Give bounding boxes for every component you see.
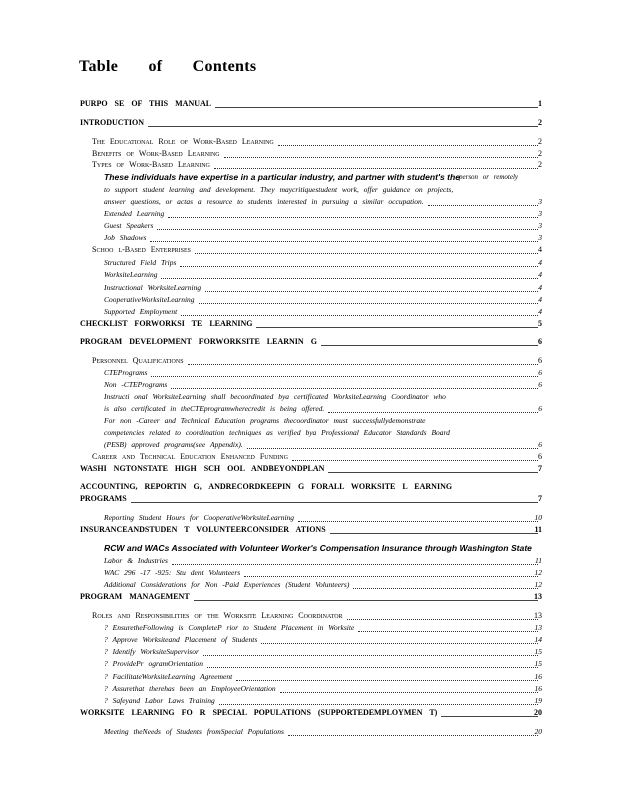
toc-dot-leader [347, 619, 538, 620]
toc-entry-page-number: 3 [538, 233, 542, 242]
toc-entry-label: WORKSITE LEARNING FO R SPECIAL POPULATIONS (SUPPORTEDEMPLOYMEN T) [80, 708, 438, 717]
toc-entry-label: ? Identify WorksiteSupervisor [104, 647, 199, 656]
toc-entry-page-number: 4 [538, 245, 542, 254]
toc-dot-leader [261, 643, 538, 644]
toc-entry[interactable] [0, 98, 618, 110]
toc-entry-page-number: 14 [534, 635, 542, 644]
toc-entry-label: The Educational Role of Work-Based Learning [92, 137, 274, 146]
toc-dot-leader [171, 388, 538, 389]
toc-dot-leader [353, 588, 538, 589]
toc-entry-page-number: 15 [534, 647, 542, 656]
toc-entry-label: INTRODUCTION [80, 118, 145, 127]
toc-dot-leader [203, 655, 538, 656]
toc-entry[interactable] [0, 427, 618, 439]
toc-entry[interactable] [0, 634, 618, 646]
toc-entry[interactable] [0, 171, 618, 183]
toc-entry-page-number: 6 [538, 368, 542, 377]
toc-entry-page-number: 4 [538, 295, 542, 304]
toc-entry-label: WAC 296 -17 -925: Stu dent Volunteers [104, 568, 241, 577]
toc-entry[interactable] [0, 493, 618, 505]
toc-entry-label: WASHI NGTONSTATE HIGH SCH OOL ANDBEYONDPLAN [80, 464, 325, 473]
toc-entry-label: Extended Learning [104, 209, 165, 218]
toc-dot-leader [172, 564, 538, 565]
toc-entry-label: ? ProvidePr ogramOrientation [104, 659, 204, 668]
toc-entry-label: ? EnsuretheFollowing is CompleteP rior to Student Placement in Worksite [104, 623, 355, 632]
toc-entry[interactable] [0, 622, 618, 634]
page-title: Table of Contents [79, 58, 257, 75]
toc-entry-page-number: 12 [534, 580, 542, 589]
toc-entry[interactable] [0, 658, 618, 670]
toc-dot-leader [328, 412, 538, 413]
toc-dot-leader [150, 241, 538, 242]
toc-entry[interactable] [0, 318, 618, 330]
toc-entry-page-number: 13 [534, 623, 542, 632]
toc-dot-leader [288, 735, 538, 736]
toc-entry[interactable] [0, 391, 618, 403]
toc-entry-page-number: 6 [538, 452, 542, 461]
toc-entry-page-number: 12 [534, 568, 542, 577]
toc-entry-page-number: 7 [538, 494, 542, 503]
toc-entry-label: ? Approve Worksiteand Placement of Students [104, 635, 258, 644]
toc-entry-label: answer questions, or actas a resource to students interested in pursuing a similar occupation. [104, 197, 424, 206]
toc-dot-leader [244, 576, 538, 577]
toc-entry-label: Roles and Responsibilities of the Worksite Learning Coordinator [92, 611, 343, 620]
toc-entry-page-number: 3 [538, 221, 542, 230]
toc-entry[interactable] [0, 403, 618, 415]
toc-entry[interactable] [0, 481, 618, 493]
toc-dot-leader [194, 600, 538, 601]
toc-dot-leader [188, 364, 538, 365]
toc-entry[interactable] [0, 220, 618, 232]
toc-entry-label: to support student learning and development. They maycritiquestudent work, offer guidance on projects, [104, 185, 454, 194]
toc-entry-label: For non -Career and Technical Education programs thecoordinator must successfullydemonstrate [104, 416, 426, 425]
toc-entry-page-number: 11 [535, 556, 542, 565]
toc-dot-leader [224, 157, 538, 158]
toc-entry-page-number: 13 [534, 592, 542, 601]
toc-entry-label: Types of Work-Based Learning [92, 160, 210, 169]
toc-entry-page-number: 2 [538, 149, 542, 158]
toc-entry-page-number: 4 [538, 283, 542, 292]
toc-entry[interactable] [0, 463, 618, 475]
toc-entry-label: Career and Technical Education Enhanced Funding [92, 452, 288, 461]
toc-entry-label: CHECKLIST FORWORKSI TE LEARNING [80, 319, 253, 328]
toc-entry-label: Meeting theNeeds of Students fromSpecial Populations [104, 727, 284, 736]
toc-entry[interactable] [0, 439, 618, 451]
toc-entry-label: ? FacilitateWorksiteLearning Agreement [104, 672, 233, 681]
toc-entry[interactable] [0, 512, 618, 524]
toc-entry-page-number: 4 [538, 307, 542, 316]
toc-entry-label: These individuals have expertise in a particular industry, and partner with student's the [104, 172, 461, 182]
toc-dot-leader [256, 327, 538, 328]
toc-entry[interactable] [0, 415, 618, 427]
toc-entry-page-number: 2 [538, 118, 542, 127]
toc-entry[interactable] [0, 244, 618, 256]
toc-dot-leader [168, 217, 538, 218]
toc-dot-leader [278, 145, 538, 146]
toc-entry[interactable] [0, 695, 618, 707]
toc-entry-label: competencies related to coordination techniques as verified bya Professional Educator Standards Board [104, 428, 450, 437]
toc-entry-page-number: 6 [538, 404, 542, 413]
toc-dot-leader [207, 667, 538, 668]
toc-entry[interactable] [0, 269, 618, 281]
toc-entry-page-number: 6 [538, 337, 542, 346]
toc-entry[interactable] [0, 646, 618, 658]
toc-entry-label: Reporting Student Hours for CooperativeWorksiteLearning [104, 513, 295, 522]
toc-entry-page-number: 5 [538, 319, 542, 328]
toc-entry-label: ACCOUNTING, REPORTIN G, ANDRECORDKEEPIN G FORALL WORKSITE L EARNING [80, 482, 453, 491]
toc-entry-page-number: 15 [534, 659, 542, 668]
toc-entry-label: WorksiteLearning [104, 270, 158, 279]
toc-entry-label: PROGRAM DEVELOPMENT FORWORKSITE LEARNIN G [80, 337, 317, 346]
toc-entry-label: Supported Employment [104, 307, 178, 316]
toc-entry[interactable] [0, 117, 618, 129]
toc-entry-page-number: 11 [534, 525, 542, 534]
toc-entry[interactable] [0, 579, 618, 591]
toc-dot-leader [428, 205, 538, 206]
toc-entry-page-number: 16 [534, 672, 542, 681]
toc-entry-label: Instructi onal WorksiteLearning shall becoordinated bya certificated WorksiteLearning Coordinator who [104, 392, 446, 401]
toc-entry[interactable] [0, 306, 618, 318]
toc-dot-leader [131, 502, 538, 503]
toc-entry[interactable] [0, 336, 618, 348]
toc-dot-leader [157, 229, 538, 230]
toc-entry[interactable] [0, 196, 618, 208]
toc-entry-label: ? Safeyand Labor Laws Training [104, 696, 215, 705]
toc-entry[interactable] [0, 257, 618, 269]
toc-entry[interactable] [0, 671, 618, 683]
toc-entry-page-number: 6 [538, 440, 542, 449]
toc-entry[interactable] [0, 542, 618, 554]
toc-entry-label: CooperativeWorksiteLearning [104, 295, 195, 304]
toc-dot-leader [219, 704, 538, 705]
toc-entry[interactable] [0, 379, 618, 391]
toc-entry-page-number: 6 [538, 380, 542, 389]
toc-dot-leader [247, 448, 538, 449]
toc-dot-leader [180, 266, 538, 267]
toc-entry-label: PROGRAMS [80, 494, 127, 503]
toc-entry-label: Schoo l-Based Enterprises [92, 245, 192, 254]
toc-entry-page-number: 2 [538, 160, 542, 169]
toc-entry[interactable] [0, 355, 618, 367]
toc-entry-page-number: 16 [534, 684, 542, 693]
toc-entry[interactable] [0, 555, 618, 567]
toc-entry-page-number: 13 [534, 611, 542, 620]
toc-entry[interactable] [0, 208, 618, 220]
toc-entry-label: Structured Field Trips [104, 258, 177, 267]
toc-entry-label: Labor & Industries [104, 556, 168, 565]
toc-entry[interactable] [0, 726, 618, 738]
toc-dot-leader [181, 315, 538, 316]
toc-entry-page-number: 1 [538, 99, 542, 108]
toc-entry-label: Job Shadows [104, 233, 147, 242]
toc-dot-leader [199, 303, 538, 304]
toc-entry-label: Benefits of Work-Based Learning [92, 149, 220, 158]
toc-dot-leader [215, 107, 538, 108]
toc-entry[interactable] [0, 159, 618, 171]
toc-entry-label: Non -CTEPrograms [104, 380, 168, 389]
toc-entry-page-number: 19 [534, 696, 542, 705]
toc-entry-label: is also certificated in theCTEprogramwherecredit is being offered. [104, 404, 325, 413]
toc-entry-label: INSURANCEANDSTUDEN T VOLUNTEERCONSIDER ATIONS [80, 525, 326, 534]
toc-entry-sub-label: person or remotely [459, 173, 519, 181]
toc-entry[interactable] [0, 451, 618, 463]
toc-entry-page-number: 4 [538, 270, 542, 279]
toc-entry[interactable] [0, 184, 618, 196]
toc-entry-label: PURPO SE OF THIS MANUAL [80, 99, 212, 108]
toc-dot-leader [161, 278, 538, 279]
toc-dot-leader [195, 253, 538, 254]
toc-entry[interactable] [0, 683, 618, 695]
toc-entry-page-number: 2 [538, 137, 542, 146]
toc-entry-label: RCW and WACs Associated with Volunteer Worker's Compensation Insurance through Washington State [104, 543, 532, 553]
toc-entry[interactable] [0, 282, 618, 294]
toc-entry[interactable] [0, 524, 618, 536]
toc-entry[interactable] [0, 367, 618, 379]
toc-entry-label: CTEPrograms [104, 368, 148, 377]
toc-entry-label: Instructional WorksiteLearning [104, 283, 202, 292]
toc-dot-leader [236, 680, 538, 681]
toc-dot-leader [148, 126, 538, 127]
toc-dot-leader [298, 521, 538, 522]
toc-entry-page-number: 20 [534, 727, 542, 736]
toc-entry-page-number: 3 [538, 197, 542, 206]
toc-entry[interactable] [0, 707, 618, 719]
toc-entry-label: Additional Considerations for Non -Paid Experiences (Student Volunteers) [104, 580, 350, 589]
toc-entry-page-number: 20 [534, 708, 542, 717]
toc-entry-label: PROGRAM MANAGEMENT [80, 592, 190, 601]
toc-entry[interactable] [0, 294, 618, 306]
toc-entry-page-number: 7 [538, 464, 542, 473]
toc-entry-label: Personnel Qualifications [92, 356, 184, 365]
toc-entry[interactable] [0, 232, 618, 244]
toc-entry-label: Guest Speakers [104, 221, 154, 230]
toc-dot-leader [321, 345, 538, 346]
toc-entry-page-number: 4 [538, 258, 542, 267]
toc-dot-leader [292, 460, 538, 461]
toc-entry-page-number: 10 [534, 513, 542, 522]
toc-dot-leader [280, 692, 538, 693]
toc-entry-page-number: 3 [538, 209, 542, 218]
toc-dot-leader [441, 716, 538, 717]
toc-entry[interactable] [0, 610, 618, 622]
toc-dot-leader [328, 472, 538, 473]
toc-dot-leader [151, 376, 538, 377]
toc-dot-leader [358, 631, 538, 632]
toc-entry-page-number: 6 [538, 356, 542, 365]
toc-dot-leader [205, 291, 538, 292]
toc-entry[interactable] [0, 136, 618, 148]
toc-dot-leader [330, 533, 538, 534]
toc-entry-label: ? Assurethat therehas been an EmployeeOrientation [104, 684, 276, 693]
toc-entry-label: (PESB) approved programs(see Appendix). [104, 440, 243, 449]
toc-entry[interactable] [0, 567, 618, 579]
toc-dot-leader [214, 168, 538, 169]
toc-entry[interactable] [0, 591, 618, 603]
